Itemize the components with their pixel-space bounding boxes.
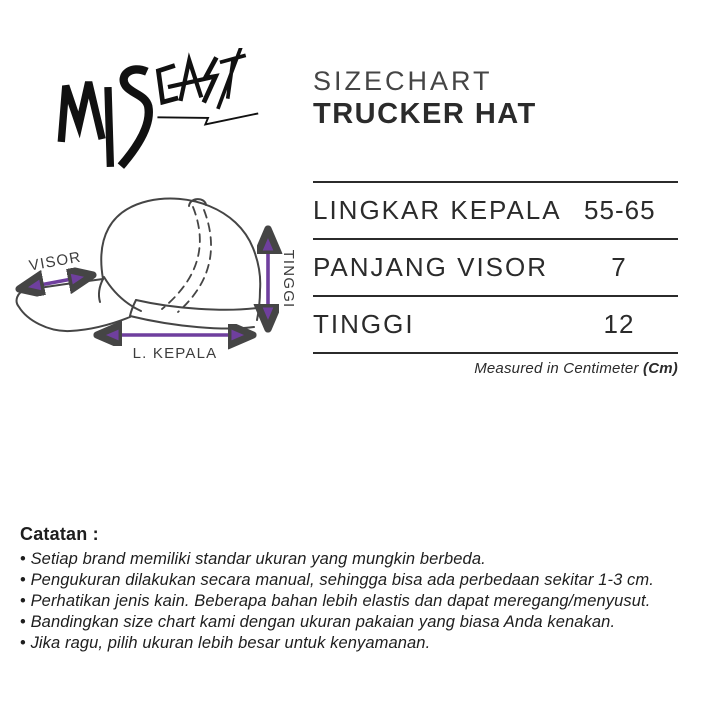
row-label: PANJANG VISOR [313,252,549,282]
brand-logo [52,48,262,174]
size-row-lingkar-kepala [313,181,678,238]
row-label: LINGKAR KEPALA [313,195,562,225]
caption-text: Measured in Centimeter [474,360,644,377]
visor-label: VISOR [27,248,83,275]
size-row-tinggi [313,295,678,352]
size-table [313,181,678,354]
note-item: • Jika ragu, pilih ukuran lebih besar untuk kenyamanan. [20,633,715,654]
page-title: SIZECHART [313,66,493,96]
kepala-label: L. KEPALA [132,345,218,362]
note-item: • Bandingkan size chart kami dengan ukuran pakaian yang biasa Anda kenakan. [20,612,715,633]
row-value: 55-65 [584,195,656,225]
notes-section [20,524,715,654]
header [313,66,693,131]
hat-diagram [8,178,304,384]
row-value: 12 [603,309,635,339]
row-label: TINGGI [313,309,415,339]
row-value: 7 [611,252,627,282]
note-item: • Pengukuran dilakukan secara manual, sehingga bisa ada perbedaan sekitar 1-3 cm. [20,570,715,591]
page-subtitle: TRUCKER HAT [313,98,537,130]
size-row-panjang-visor [313,238,678,295]
caption-unit: (Cm) [643,360,678,377]
miscast-logo-icon [56,48,262,170]
note-item: • Setiap brand memiliki standar ukuran yang mungkin berbeda. [20,549,715,570]
note-item: • Perhatikan jenis kain. Beberapa bahan lebih elastis dan dapat meregang/menyusut. [20,591,715,612]
notes-heading: Catatan : [20,524,99,544]
measure-unit-caption [313,360,678,377]
tinggi-label: TINGGI [280,249,297,309]
notes-list [20,549,715,654]
